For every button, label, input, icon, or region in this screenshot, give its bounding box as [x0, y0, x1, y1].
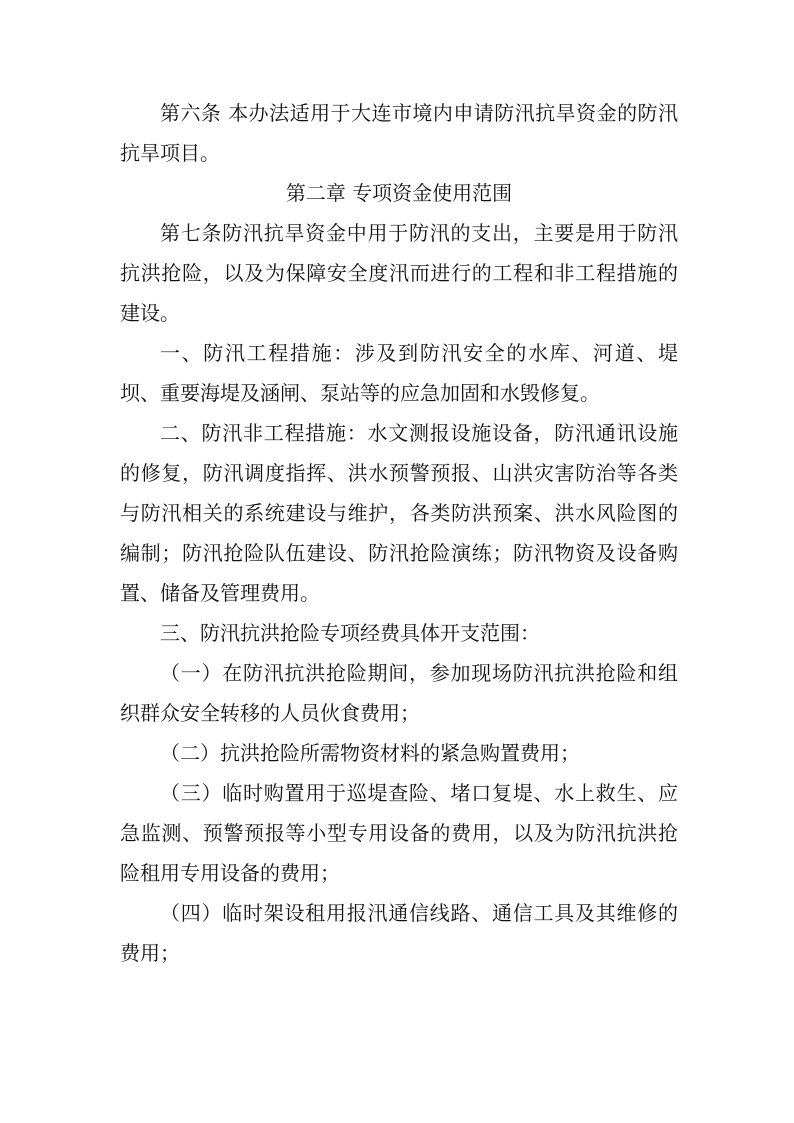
- item-3-paragraph: 三、防汛抗洪抢险专项经费具体开支范围：: [160, 621, 540, 645]
- item-1-paragraph: 一、防汛工程措施：涉及到防汛安全的水库、河道、堤坝、重要海堤及涵闸、泵站等的应急加固和水毁修复。: [120, 341, 678, 405]
- article-7-paragraph: 第七条防汛抗旱资金中用于防汛的支出，主要是用于防汛抗洪抢险，以及为保障安全度汛而进行的工程和非工程措施的建设。: [120, 221, 678, 325]
- item-2-paragraph: 二、防汛非工程措施：水文测报设施设备，防汛通讯设施的修复，防汛调度指挥、洪水预警预报、山洪灾害防治等各类与防汛相关的系统建设与维护，各类防洪预案、洪水风险图的编制；防汛抢险队伍建设、防汛抢险演练；防汛物资及设备购置、储备及管理费用。: [120, 421, 678, 605]
- subitem-1-paragraph: （一）在防汛抗洪抢险期间，参加现场防汛抗洪抢险和组织群众安全转移的人员伙食费用；: [120, 661, 678, 725]
- subitem-4-paragraph: （四）临时架设租用报汛通信线路、通信工具及其维修的费用；: [120, 901, 678, 965]
- subitem-2-paragraph: （二）抗洪抢险所需物资材料的紧急购置费用；: [160, 741, 580, 765]
- document-body: [120, 93, 678, 973]
- article-6-paragraph: 第六条 本办法适用于大连市境内申请防汛抗旱资金的防汛抗旱项目。: [120, 101, 678, 165]
- subitem-3-paragraph: （三）临时购置用于巡堤查险、堵口复堤、水上救生、应急监测、预警预报等小型专用设备的费用，以及为防汛抗洪抢险租用专用设备的费用；: [120, 781, 678, 885]
- chapter-2-heading: 第二章 专项资金使用范围: [285, 181, 513, 205]
